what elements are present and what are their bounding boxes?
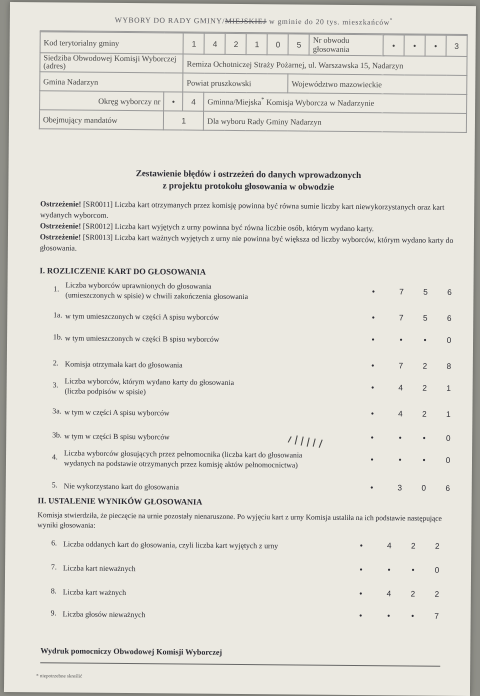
okreg-label: Okręg wyborczy nr [40, 91, 165, 111]
row-number: 1. [53, 284, 60, 294]
row-label [65, 311, 335, 323]
row-digit: • [423, 335, 427, 345]
row-label [64, 407, 334, 419]
district-digit: 3 [446, 35, 467, 56]
row-digit: 2 [422, 383, 427, 393]
row-digit: 7 [398, 313, 404, 323]
powiat-label: Powiat pruszkowski [183, 73, 288, 93]
row-digit: • [411, 611, 415, 621]
row-digit: 2 [422, 361, 428, 371]
header-grid [39, 31, 468, 133]
row-number: 5. [51, 480, 58, 490]
row-number: 2. [52, 358, 59, 368]
warning-text: [SR0012] Liczba kart wyjętych z urny powinna być równa liczbie osób, którym wydano karty. [80, 221, 374, 234]
warning-text: [SR0013] Liczba kart ważnych wyjętych z urny nie powinna być większa od liczby wyborców, którym wydano karty do głosowania. [39, 232, 454, 253]
section1-row [38, 402, 458, 428]
seat-label: Siedziba Obwodowej Komisji Wyborczej (adres) [40, 53, 184, 73]
row-label-line-2: wydanych na podstawie otrzymanych przez komisję aktów pełnomocnictwa) [63, 458, 298, 470]
row-digit: 6 [446, 313, 452, 323]
section2-row [37, 604, 457, 630]
row-digit: • [371, 313, 375, 323]
row-digit: 4 [386, 541, 392, 551]
row-label [65, 359, 335, 371]
row-digit: • [371, 335, 375, 345]
teryt-label: Kod terytorialny gminy [40, 32, 184, 54]
protocol-sheet [4, 2, 476, 696]
row-label-line-1: Liczba oddanych kart do głosowania, czyli liczba kart wyjętych z urny [63, 539, 279, 551]
row-digit: • [422, 433, 426, 443]
row-label-line-1: Liczba wyborców głosujących przez pełnomocnika (liczba kart do głosowania [64, 448, 303, 460]
district-digit: • [404, 35, 425, 56]
row-digit: 5 [423, 287, 428, 297]
row-digit: 2 [410, 589, 416, 599]
row-digit: • [359, 589, 363, 599]
row-label-line-1: Liczba głosów nieważnych [62, 609, 146, 620]
section-2-title: II. USTALENIE WYNIKÓW GŁOSOWANIA [37, 496, 203, 507]
row-digit: 5 [422, 313, 428, 323]
section1-row [39, 280, 459, 306]
section-2-note: Komisja stwierdziła, że pieczęcie na urnie pozostały nienaruszone. Po wyjęciu kart z urny Komisja ustaliła na ich podstawie następujące wyniki głosowania: [37, 510, 442, 530]
form-header [39, 8, 468, 133]
warning-label: Ostrzeżenie! [40, 221, 82, 231]
row-digit: • [371, 383, 375, 393]
district-digit: • [383, 35, 404, 56]
row-number: 8. [50, 586, 57, 596]
row-number: 4. [51, 452, 58, 462]
warning-text: [SR0011] Liczba kart otrzymanych przez komisję powinna być równa sumie liczby kart niewykorzystanych oraz kart wydanych wyborcom. [40, 199, 445, 220]
row-label-line-1: w tym umieszczonych w części B spisu wyborców [65, 333, 220, 344]
row-digit: • [359, 611, 363, 621]
row-digit: 0 [421, 483, 427, 493]
komisja-value: Komisja Wyborcza w Nadarzynie [264, 98, 375, 109]
row-label [65, 376, 335, 398]
row-number: 7. [51, 562, 57, 572]
row-digit: • [411, 565, 415, 575]
row-label-line-1: Liczba wyborców, którym wydano karty do głosowania [64, 376, 235, 387]
row-label-line-1: w tym umieszczonych w części A spisu wyborców [65, 311, 220, 322]
row-digit: 7 [398, 361, 404, 371]
row-label-line-1: w tym w części B spisu wyborców [64, 431, 170, 442]
komisja-asterisk: * [261, 97, 265, 104]
row-digit: • [371, 361, 375, 371]
warning-label: Ostrzeżenie! [40, 199, 82, 209]
row-label [65, 333, 335, 345]
section1-row [38, 448, 458, 474]
section-1-title: I. ROZLICZENIE KART DO GŁOSOWANIA [39, 266, 206, 277]
row-digit: 4 [386, 589, 392, 599]
summary-title-line-1: Zestawienie błędów i ostrzeżeń do danych wprowadzonych [135, 168, 362, 181]
row-label [64, 448, 334, 470]
row-digit: • [387, 611, 391, 621]
row-digit: 6 [445, 483, 451, 493]
row-label-line-1: Liczba kart nieważnych [63, 563, 136, 574]
row-digit: 2 [434, 541, 440, 551]
row-label-line-1: Komisja otrzymała kart do głosowania [64, 359, 183, 370]
row-digit: 8 [446, 361, 452, 371]
warning-label: Ostrzeżenie! [39, 232, 81, 242]
row-digit: 7 [434, 611, 439, 621]
warning-item [40, 231, 455, 257]
teryt-digit: 0 [267, 34, 288, 55]
row-digit: • [372, 287, 375, 297]
row-label-line-2: (umieszczonych w spisie) w chwili zakończenia głosowania [65, 290, 249, 302]
row-label [63, 539, 333, 551]
gmina-label: Gmina Nadarzyn [40, 72, 184, 92]
mandates-label: Obejmujący mandatów [39, 110, 164, 130]
pen-scribble [286, 432, 331, 448]
row-digit: • [370, 483, 374, 493]
row-number: 1b. [53, 332, 63, 342]
komisja-cell [204, 92, 467, 113]
footer-signature-line [40, 662, 440, 666]
wojewodztwo-label: Województwo mazowieckie [288, 74, 467, 95]
row-number: 3b. [52, 430, 62, 440]
footer-title: Wydruk pomocniczy Obwodowej Komisji Wyborczej [40, 646, 223, 657]
row-digit: • [387, 565, 391, 575]
row-digit: • [399, 335, 403, 345]
row-number: 9. [50, 608, 57, 618]
row-digit: • [359, 565, 363, 575]
row-number: 3a. [52, 406, 62, 416]
row-label-line-1: Liczba wyborców uprawnionych do głosowania [65, 280, 212, 291]
section2-row [37, 534, 457, 560]
row-digit: 6 [447, 287, 452, 297]
row-label [65, 280, 335, 302]
row-label-line-1: w tym w części A spisu wyborców [64, 407, 170, 418]
row-number: 6. [51, 538, 58, 548]
mandates-value: 1 [164, 111, 204, 130]
okreg-digit: • [164, 92, 183, 111]
row-digit: • [359, 541, 363, 551]
row-digit: • [398, 455, 402, 465]
row-label [63, 609, 333, 621]
district-no-label: Nr obwodu głosowania [309, 34, 383, 56]
row-label [63, 563, 333, 575]
row-digit: • [370, 409, 374, 419]
title-struck-word: MIEJSKIEJ [224, 16, 267, 26]
title-part-2: w gminie do 20 tys. mieszkańców [266, 16, 390, 27]
row-digit: 0 [445, 455, 451, 465]
row-digit: 0 [434, 565, 440, 575]
row-number: 1a. [53, 310, 63, 320]
row-digit: 2 [434, 589, 440, 599]
row-digit: 0 [446, 335, 452, 345]
row-digit: 1 [446, 409, 451, 419]
row-digit: • [370, 455, 374, 465]
teryt-digit: 2 [225, 33, 246, 54]
title-asterisk: * [389, 18, 393, 24]
elects-value: Dla wyboru Rady Gminy Nadarzyn [204, 111, 467, 132]
okreg-digit: 4 [183, 92, 204, 111]
row-label-line-1: Liczba kart ważnych [62, 587, 127, 598]
row-digit: • [398, 433, 402, 443]
teryt-digit: 5 [288, 34, 309, 55]
teryt-digit: 1 [246, 34, 267, 55]
section1-row [39, 376, 459, 402]
warnings-list [40, 198, 455, 257]
row-digit: 1 [446, 383, 451, 393]
row-digit: 0 [445, 433, 451, 443]
row-digit: 7 [399, 287, 404, 297]
row-label-line-2: (liczba podpisów w spisie) [64, 386, 146, 397]
summary-title-line-2: z projektu protokołu głosowania w obwodzie [162, 180, 335, 192]
footnote: * niepotrzebne skreślić [36, 674, 83, 680]
row-label [64, 481, 334, 493]
row-digit: • [422, 455, 426, 465]
section2-row [37, 558, 457, 584]
summary-title [8, 166, 480, 194]
row-digit: 4 [398, 409, 403, 419]
teryt-digit: 4 [204, 33, 225, 54]
row-digit: • [370, 433, 374, 443]
row-digit: 3 [397, 483, 403, 493]
row-digit: 2 [422, 409, 427, 419]
section1-row [39, 328, 459, 354]
row-digit: 4 [398, 383, 403, 393]
komisja-label: Gminna/Miejska [207, 97, 262, 108]
teryt-digit: 1 [183, 33, 204, 54]
row-number: 3. [52, 380, 59, 390]
title-part-1: WYBORY DO RADY GMINY/ [114, 15, 226, 26]
row-digit: 2 [410, 541, 416, 551]
district-digit: • [425, 35, 446, 56]
seat-value: Remiza Ochotniczej Straży Pożarnej, ul. Warszawska 15, Nadarzyn [183, 54, 467, 75]
row-label [63, 587, 333, 599]
row-label-line-1: Nie wykorzystano kart do głosowania [63, 481, 179, 492]
